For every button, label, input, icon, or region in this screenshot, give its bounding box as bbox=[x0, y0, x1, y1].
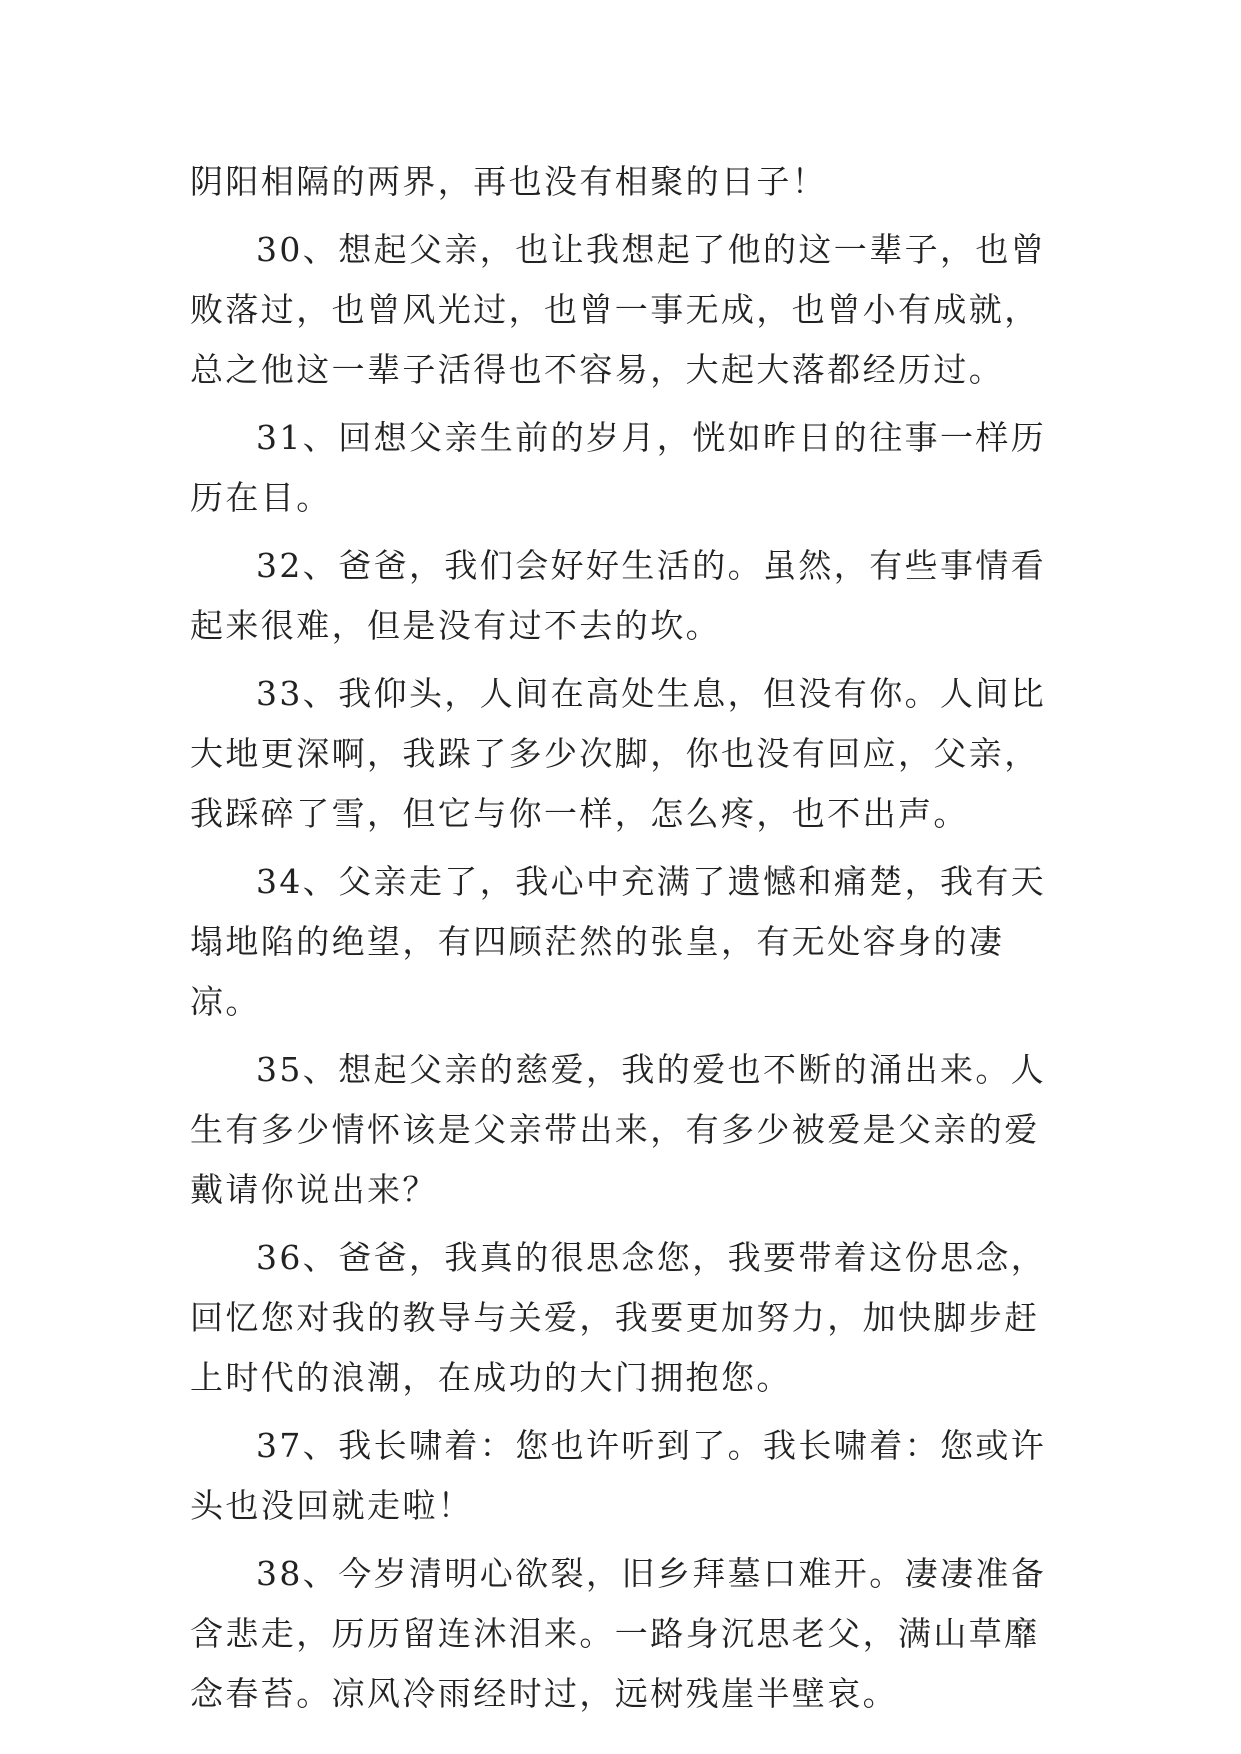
paragraph-38: 38、今岁清明心欲裂，旧乡拜墓口难开。凄凄准备含悲走，历历留连沐泪来。一路身沉思老父，满山草靡念春苔。凉风冷雨经时过，远树残崖半壁哀。 bbox=[190, 1554, 1047, 1713]
paragraph-36: 36、爸爸，我真的很思念您，我要带着这份思念，回忆您对我的教导与关爱，我要更加努力，加快脚步赶上时代的浪潮，在成功的大门拥抱您。 bbox=[190, 1238, 1047, 1397]
paragraph-31: 31、回想父亲生前的岁月，恍如昨日的往事一样历历在目。 bbox=[190, 418, 1047, 517]
paragraph-35: 35、想起父亲的慈爱，我的爱也不断的涌出来。人生有多少情怀该是父亲带出来，有多少被爱是父亲的爱戴请你说出来？ bbox=[190, 1050, 1047, 1209]
paragraph-34: 34、父亲走了，我心中充满了遗憾和痛楚，我有天塌地陷的绝望，有四顾茫然的张皇，有无处容身的凄凉。 bbox=[190, 862, 1047, 1021]
paragraph-33: 33、我仰头，人间在高处生息，但没有你。人间比大地更深啊，我跺了多少次脚，你也没有回应，父亲，我踩碎了雪，但它与你一样，怎么疼，也不出声。 bbox=[190, 674, 1047, 833]
paragraph-continued: 阴阳相隔的两界，再也没有相聚的日子！ bbox=[190, 162, 828, 201]
paragraph-30: 30、想起父亲，也让我想起了他的这一辈子，也曾败落过，也曾风光过，也曾一事无成，也曾小有成就，总之他这一辈子活得也不容易，大起大落都经历过。 bbox=[190, 230, 1047, 389]
paragraph-32: 32、爸爸，我们会好好生活的。虽然，有些事情看起来很难，但是没有过不去的坎。 bbox=[190, 546, 1047, 645]
document-page bbox=[190, 152, 1070, 1732]
paragraph-37: 37、我长啸着：您也许听到了。我长啸着：您或许头也没回就走啦！ bbox=[190, 1426, 1047, 1525]
